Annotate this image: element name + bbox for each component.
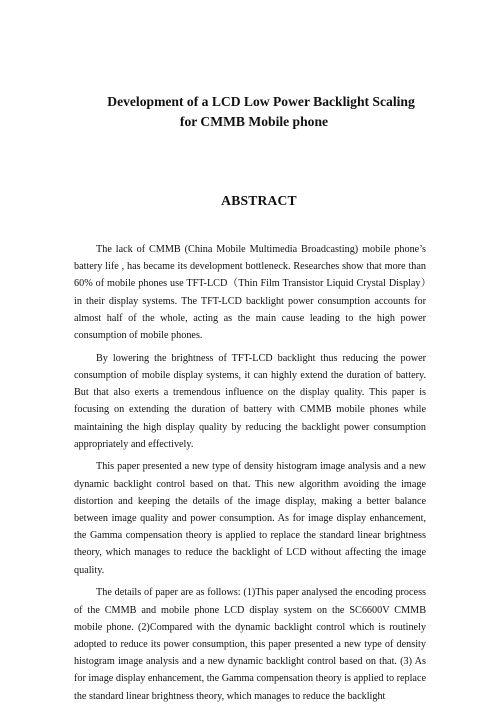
abstract-paragraph-1: The lack of CMMB (China Mobile Multimedia Broadcasting) mobile phone’s battery life , has became its development bottleneck. Researches show that more than 60% of mobile phones use TFT-LCD（Thin Film Transistor Liquid Crystal Display）in their display systems. The TFT-LCD backlight power consumption accounts for almost half of the whole, acting as the main cause leading to the high power consumption of mobile phones. (74, 244, 426, 342)
paper-title-line-2: for CMMB Mobile phone (179, 114, 329, 129)
abstract-paragraph-2: By lowering the brightness of TFT-LCD backlight thus reducing the power consumption of mobile display systems, it can highly extend the duration of battery. But that also exerts a tremendous influence on the display quality. This paper is focusing on extending the duration of battery with CMMB mobile phones while maintaining the high display quality by reducing the backlight power consumption appropriately and effectively. (74, 352, 426, 450)
paper-title-line-1: Development of a LCD Low Power Backlight Scaling (107, 94, 415, 109)
abstract-body (74, 241, 426, 710)
abstract-paragraph-3: This paper presented a new type of density histogram image analysis and a new dynamic backlight control based on that. This new algorithm avoiding the image distortion and keeping the details of the image display, making a better balance between image quality and power consumption. As for image display enhancement, the Gamma compensation theory is applied to replace the standard linear brightness theory, which manages to reduce the backlight of LCD without affecting the image quality. (74, 461, 426, 576)
paper-title (0, 92, 500, 132)
abstract-paragraph-4: The details of paper are as follows: (1)This paper analysed the encoding process of the CMMB and mobile phone LCD display system on the SC6600V CMMB mobile phone. (2)Compared with the dynamic backlight control which is routinely adopted to reduce its power consumption, this paper presented a new type of density histogram image analysis and a new dynamic backlight control based on that. (3) As for image display enhancement, the Gamma compensation theory is applied to replace the standard linear brightness theory, which manages to reduce the backlight (74, 587, 426, 702)
abstract-heading: ABSTRACT (221, 193, 297, 208)
